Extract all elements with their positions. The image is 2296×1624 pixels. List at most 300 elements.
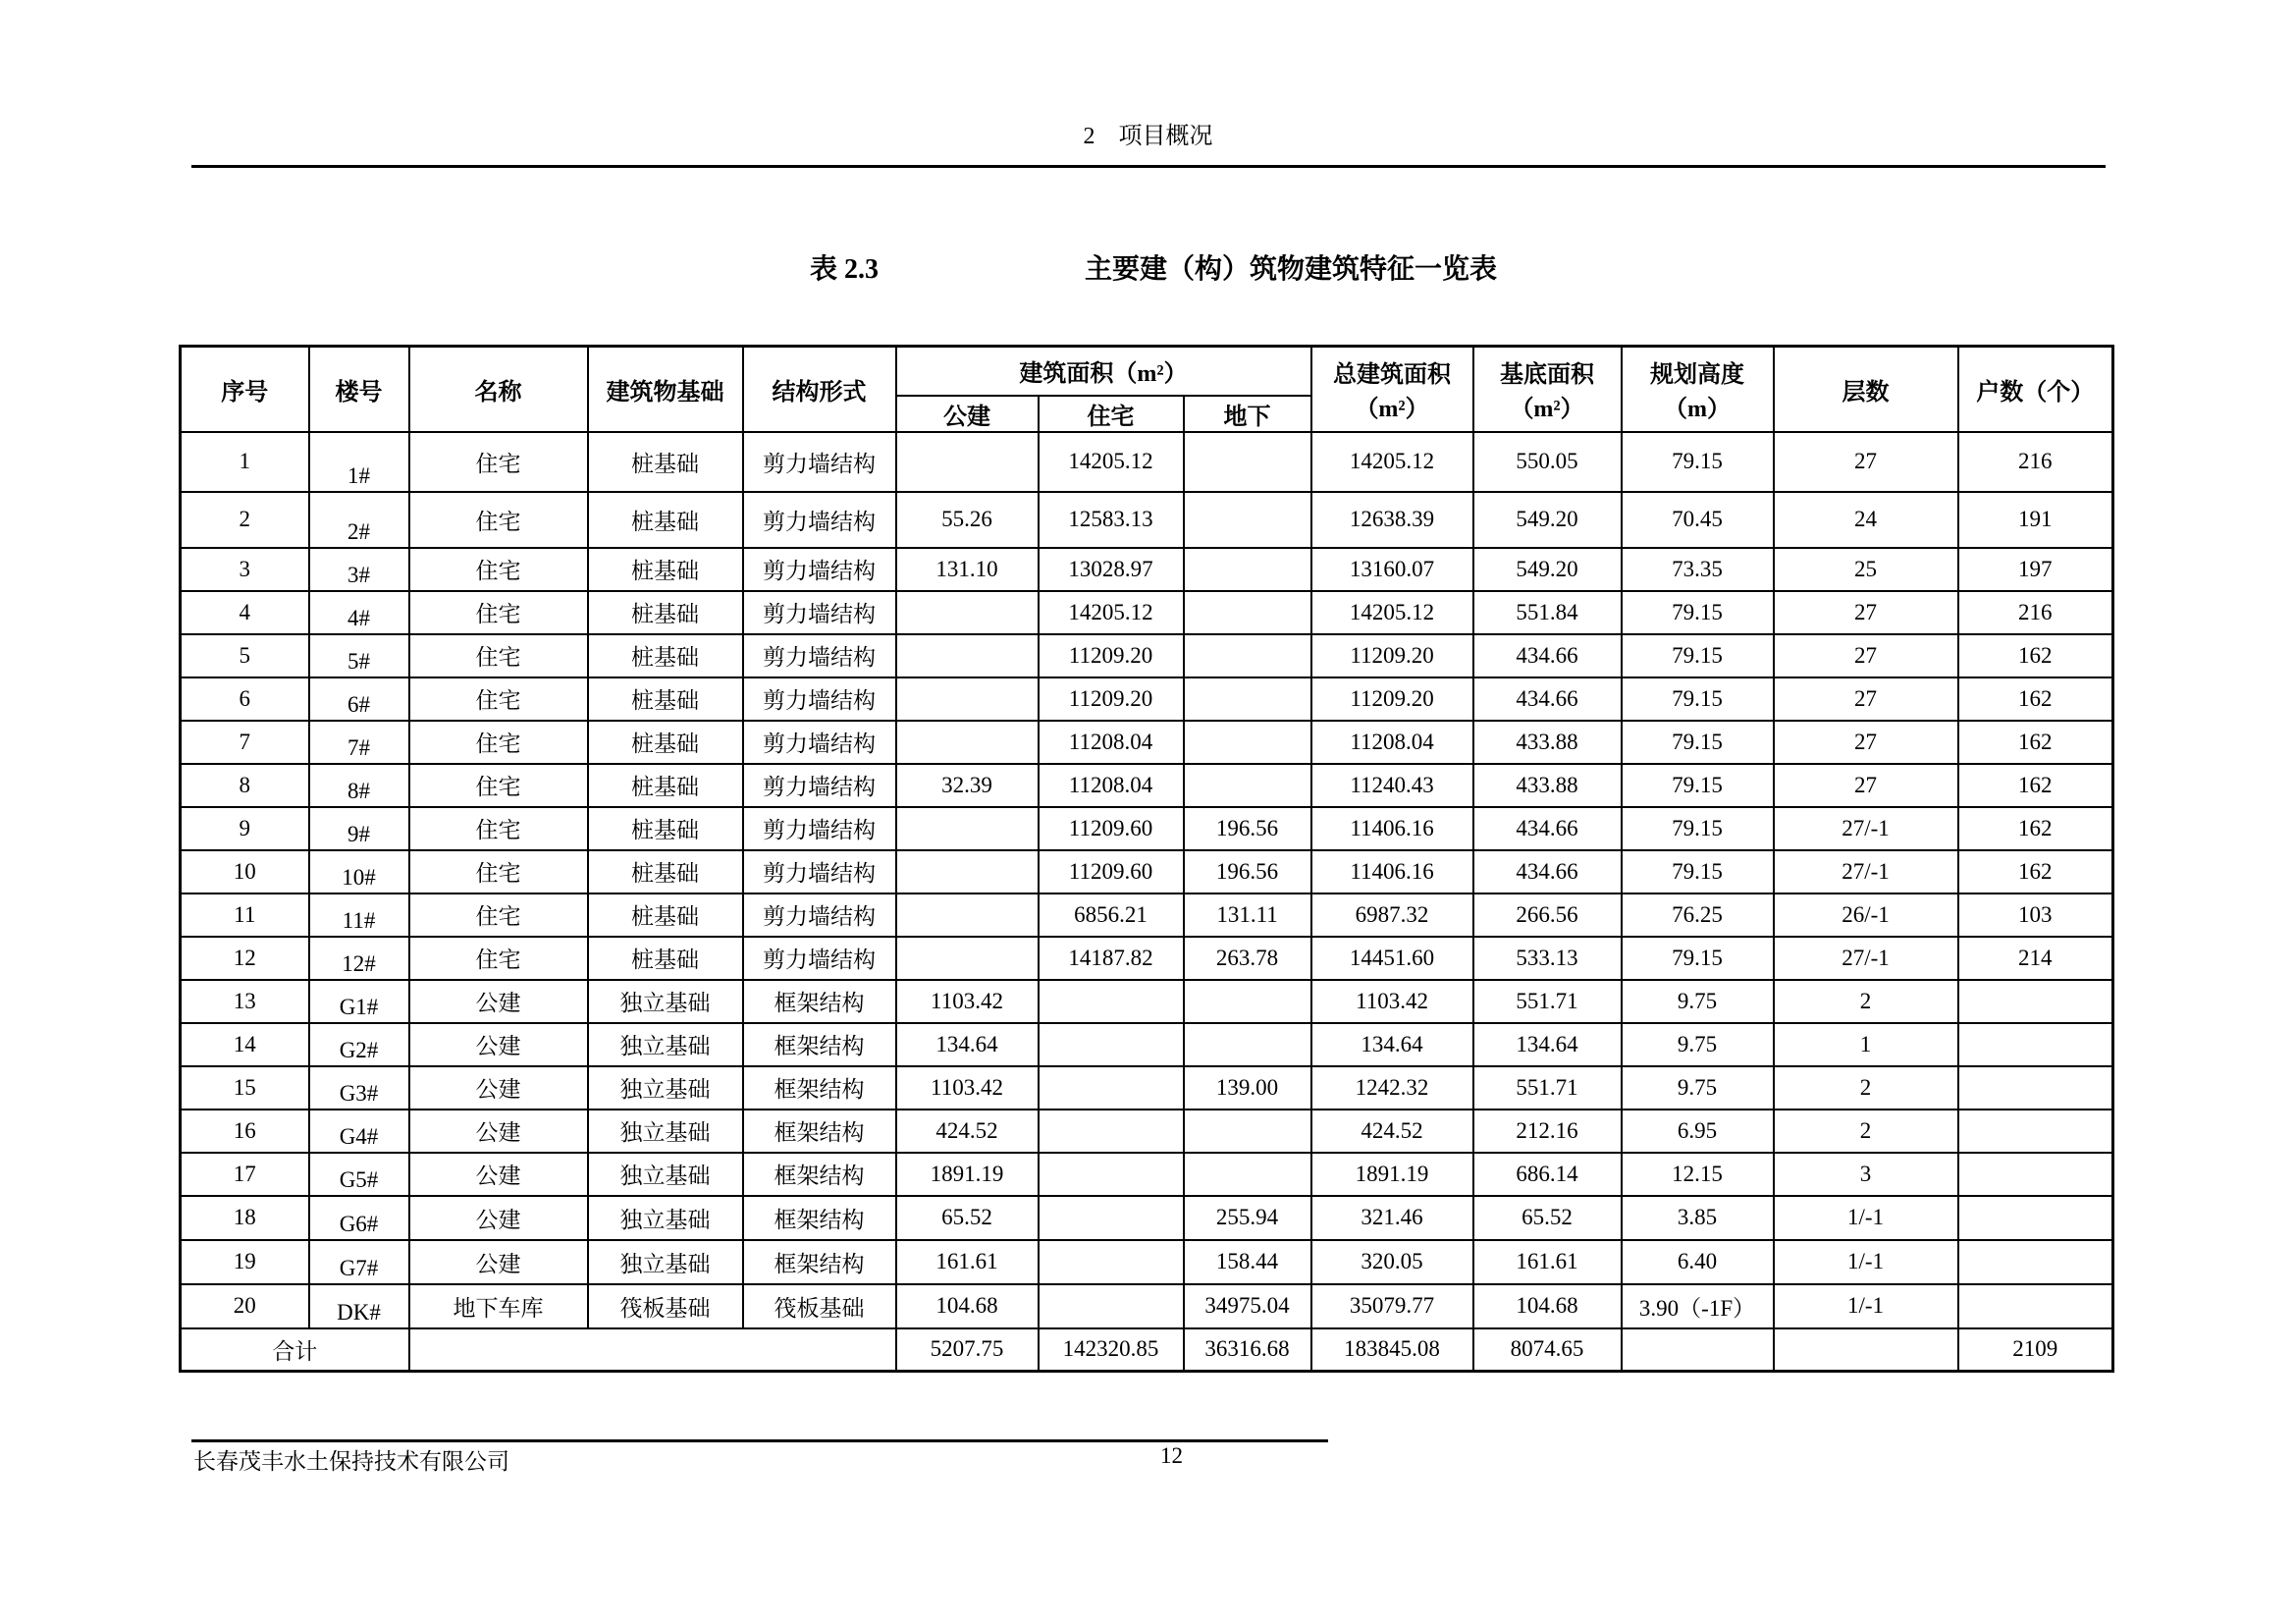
cell-households (1958, 1284, 2113, 1328)
cell-height: 79.15 (1622, 937, 1774, 980)
cell-base: 104.68 (1473, 1284, 1622, 1328)
cell-no: 9# (309, 807, 409, 850)
cell-base: 550.05 (1473, 432, 1622, 492)
cell-no: 4# (309, 591, 409, 634)
cell-foundation: 独立基础 (588, 1240, 743, 1284)
cell-height: 9.75 (1622, 1066, 1774, 1110)
cell-total: 11209.20 (1311, 677, 1473, 721)
col-seq: 序号 (181, 347, 309, 432)
cell-households (1958, 1110, 2113, 1153)
table-row (181, 1110, 2113, 1153)
cell-residential (1039, 1066, 1184, 1110)
cell-base: 434.66 (1473, 807, 1622, 850)
footer-company: 长春茂丰水土保持技术有限公司 (193, 1449, 509, 1474)
cell-structure: 剪力墙结构 (743, 807, 896, 850)
cell-floors: 27/-1 (1774, 807, 1958, 850)
table-row (181, 764, 2113, 807)
cell-residential: 14205.12 (1039, 432, 1184, 492)
table-title: 主要建（构）筑物建筑特征一览表 (1085, 254, 1498, 285)
table-row (181, 492, 2113, 548)
cell-name: 公建 (409, 980, 588, 1023)
cell-floors: 27 (1774, 591, 1958, 634)
cell-height: 3.85 (1622, 1196, 1774, 1240)
cell-foundation: 独立基础 (588, 1196, 743, 1240)
cell-residential: 14187.82 (1039, 937, 1184, 980)
cell-seq: 20 (181, 1284, 309, 1328)
cell-floors: 1/-1 (1774, 1196, 1958, 1240)
cell-public (896, 634, 1039, 677)
cell-foundation: 桩基础 (588, 677, 743, 721)
footer-rule (191, 1439, 1328, 1442)
cell-floors: 27/-1 (1774, 850, 1958, 893)
cell-floors: 1/-1 (1774, 1284, 1958, 1328)
total-label: 合计 (181, 1328, 409, 1372)
table-row (181, 634, 2113, 677)
cell-residential: 11209.60 (1039, 807, 1184, 850)
cell-total: 1103.42 (1311, 980, 1473, 1023)
cell-no: G5# (309, 1153, 409, 1196)
cell-floors: 26/-1 (1774, 893, 1958, 937)
cell-height: 79.15 (1622, 850, 1774, 893)
cell-name: 公建 (409, 1153, 588, 1196)
cell-underground: 255.94 (1184, 1196, 1311, 1240)
cell-public: 424.52 (896, 1110, 1039, 1153)
total-households: 2109 (1958, 1328, 2113, 1372)
cell-residential (1039, 1023, 1184, 1066)
cell-public (896, 850, 1039, 893)
cell-floors: 27/-1 (1774, 937, 1958, 980)
table-row (181, 432, 2113, 492)
cell-structure: 框架结构 (743, 1023, 896, 1066)
col-area-underground: 地下 (1184, 396, 1311, 432)
cell-base: 134.64 (1473, 1023, 1622, 1066)
total-height (1622, 1328, 1774, 1372)
cell-underground: 158.44 (1184, 1240, 1311, 1284)
cell-no: DK# (309, 1284, 409, 1328)
cell-public: 134.64 (896, 1023, 1039, 1066)
cell-households (1958, 1196, 2113, 1240)
cell-no: 11# (309, 893, 409, 937)
cell-floors: 27 (1774, 721, 1958, 764)
cell-households: 216 (1958, 432, 2113, 492)
cell-height: 9.75 (1622, 980, 1774, 1023)
table-row (181, 807, 2113, 850)
height-label: 规划高度 (1650, 362, 1745, 389)
col-floors: 层数 (1774, 347, 1958, 432)
cell-name: 住宅 (409, 432, 588, 492)
cell-structure: 框架结构 (743, 1110, 896, 1153)
cell-foundation: 独立基础 (588, 1110, 743, 1153)
cell-households: 216 (1958, 591, 2113, 634)
cell-name: 住宅 (409, 492, 588, 548)
cell-seq: 7 (181, 721, 309, 764)
cell-underground (1184, 677, 1311, 721)
cell-underground (1184, 1023, 1311, 1066)
cell-structure: 剪力墙结构 (743, 850, 896, 893)
cell-base: 551.71 (1473, 1066, 1622, 1110)
cell-total: 11406.16 (1311, 850, 1473, 893)
cell-underground: 196.56 (1184, 850, 1311, 893)
cell-no: G7# (309, 1240, 409, 1284)
cell-households: 103 (1958, 893, 2113, 937)
cell-name: 住宅 (409, 850, 588, 893)
table-row (181, 677, 2113, 721)
cell-total: 321.46 (1311, 1196, 1473, 1240)
table-body (181, 432, 2113, 1372)
cell-height: 70.45 (1622, 492, 1774, 548)
cell-total: 14451.60 (1311, 937, 1473, 980)
cell-residential (1039, 980, 1184, 1023)
cell-seq: 16 (181, 1110, 309, 1153)
cell-households (1958, 1240, 2113, 1284)
cell-name: 住宅 (409, 764, 588, 807)
building-features-table (179, 345, 2114, 1373)
cell-underground (1184, 721, 1311, 764)
cell-structure: 框架结构 (743, 980, 896, 1023)
cell-underground (1184, 1110, 1311, 1153)
cell-no: 7# (309, 721, 409, 764)
cell-no: G1# (309, 980, 409, 1023)
col-base-area (1473, 347, 1622, 432)
cell-total: 12638.39 (1311, 492, 1473, 548)
table-row (181, 850, 2113, 893)
table-row (181, 591, 2113, 634)
cell-foundation: 桩基础 (588, 721, 743, 764)
cell-base: 434.66 (1473, 850, 1622, 893)
cell-public: 1103.42 (896, 980, 1039, 1023)
cell-structure: 框架结构 (743, 1240, 896, 1284)
cell-seq: 12 (181, 937, 309, 980)
cell-foundation: 桩基础 (588, 432, 743, 492)
table-row (181, 980, 2113, 1023)
cell-public (896, 807, 1039, 850)
cell-total: 320.05 (1311, 1240, 1473, 1284)
cell-base: 434.66 (1473, 677, 1622, 721)
cell-seq: 17 (181, 1153, 309, 1196)
col-height (1622, 347, 1774, 432)
cell-structure: 框架结构 (743, 1066, 896, 1110)
cell-structure: 剪力墙结构 (743, 677, 896, 721)
cell-no: 10# (309, 850, 409, 893)
cell-floors: 2 (1774, 980, 1958, 1023)
cell-public (896, 432, 1039, 492)
cell-total: 14205.12 (1311, 591, 1473, 634)
cell-height: 12.15 (1622, 1153, 1774, 1196)
cell-seq: 6 (181, 677, 309, 721)
cell-no: 5# (309, 634, 409, 677)
cell-foundation: 桩基础 (588, 893, 743, 937)
cell-structure: 剪力墙结构 (743, 432, 896, 492)
cell-no: G3# (309, 1066, 409, 1110)
cell-height: 79.15 (1622, 591, 1774, 634)
cell-underground (1184, 980, 1311, 1023)
cell-height: 79.15 (1622, 764, 1774, 807)
cell-households: 162 (1958, 807, 2113, 850)
table-row (181, 721, 2113, 764)
cell-seq: 15 (181, 1066, 309, 1110)
cell-height: 79.15 (1622, 634, 1774, 677)
cell-floors: 27 (1774, 432, 1958, 492)
cell-no: G4# (309, 1110, 409, 1153)
cell-underground (1184, 548, 1311, 591)
cell-underground (1184, 634, 1311, 677)
cell-no: G6# (309, 1196, 409, 1240)
col-structure: 结构形式 (743, 347, 896, 432)
total-area-unit: （m²） (1355, 397, 1429, 423)
cell-underground: 263.78 (1184, 937, 1311, 980)
cell-structure: 筏板基础 (743, 1284, 896, 1328)
base-area-label: 基底面积 (1500, 362, 1595, 389)
cell-residential (1039, 1240, 1184, 1284)
cell-name: 公建 (409, 1066, 588, 1110)
cell-foundation: 桩基础 (588, 591, 743, 634)
cell-total: 134.64 (1311, 1023, 1473, 1066)
col-area-residential: 住宅 (1039, 396, 1184, 432)
cell-height: 73.35 (1622, 548, 1774, 591)
cell-foundation: 桩基础 (588, 850, 743, 893)
table-row (181, 1153, 2113, 1196)
base-area-unit: （m²） (1510, 397, 1584, 423)
cell-public (896, 591, 1039, 634)
cell-floors: 1 (1774, 1023, 1958, 1066)
table-number: 表 2.3 (810, 254, 880, 285)
cell-name: 公建 (409, 1196, 588, 1240)
cell-underground: 34975.04 (1184, 1284, 1311, 1328)
cell-name: 公建 (409, 1110, 588, 1153)
cell-households: 197 (1958, 548, 2113, 591)
header-row-1 (181, 347, 2113, 396)
cell-structure: 框架结构 (743, 1196, 896, 1240)
cell-no: 3# (309, 548, 409, 591)
cell-residential: 11209.20 (1039, 677, 1184, 721)
cell-total: 14205.12 (1311, 432, 1473, 492)
cell-foundation: 筏板基础 (588, 1284, 743, 1328)
cell-name: 公建 (409, 1240, 588, 1284)
cell-public: 32.39 (896, 764, 1039, 807)
cell-base: 533.13 (1473, 937, 1622, 980)
cell-total: 35079.77 (1311, 1284, 1473, 1328)
cell-households (1958, 1023, 2113, 1066)
running-header: 2 项目概况 (1083, 124, 1213, 149)
cell-base: 434.66 (1473, 634, 1622, 677)
cell-public (896, 677, 1039, 721)
cell-seq: 9 (181, 807, 309, 850)
cell-public (896, 721, 1039, 764)
total-total: 183845.08 (1311, 1328, 1473, 1372)
cell-name: 住宅 (409, 591, 588, 634)
cell-name: 住宅 (409, 634, 588, 677)
cell-public: 1103.42 (896, 1066, 1039, 1110)
cell-height: 79.15 (1622, 721, 1774, 764)
cell-total: 13160.07 (1311, 548, 1473, 591)
table-caption (0, 247, 2296, 287)
cell-households: 162 (1958, 764, 2113, 807)
table-row (181, 548, 2113, 591)
cell-base: 65.52 (1473, 1196, 1622, 1240)
cell-foundation: 桩基础 (588, 807, 743, 850)
cell-households: 162 (1958, 850, 2113, 893)
cell-name: 住宅 (409, 721, 588, 764)
cell-total: 1242.32 (1311, 1066, 1473, 1110)
cell-residential: 11208.04 (1039, 721, 1184, 764)
cell-households: 162 (1958, 721, 2113, 764)
cell-seq: 4 (181, 591, 309, 634)
total-base: 8074.65 (1473, 1328, 1622, 1372)
cell-residential (1039, 1284, 1184, 1328)
cell-name: 住宅 (409, 548, 588, 591)
cell-seq: 10 (181, 850, 309, 893)
page-number: 12 (1160, 1443, 1183, 1468)
cell-name: 住宅 (409, 677, 588, 721)
col-building-no: 楼号 (309, 347, 409, 432)
cell-structure: 剪力墙结构 (743, 893, 896, 937)
cell-floors: 27 (1774, 764, 1958, 807)
cell-foundation: 独立基础 (588, 1023, 743, 1066)
cell-base: 551.71 (1473, 980, 1622, 1023)
cell-no: 8# (309, 764, 409, 807)
cell-no: 1# (309, 432, 409, 492)
cell-residential: 11209.60 (1039, 850, 1184, 893)
cell-public (896, 893, 1039, 937)
cell-seq: 3 (181, 548, 309, 591)
cell-residential (1039, 1196, 1184, 1240)
cell-underground: 131.11 (1184, 893, 1311, 937)
cell-underground (1184, 492, 1311, 548)
cell-foundation: 桩基础 (588, 937, 743, 980)
cell-seq: 18 (181, 1196, 309, 1240)
cell-residential: 14205.12 (1039, 591, 1184, 634)
cell-height: 76.25 (1622, 893, 1774, 937)
cell-seq: 2 (181, 492, 309, 548)
cell-floors: 2 (1774, 1066, 1958, 1110)
cell-structure: 剪力墙结构 (743, 764, 896, 807)
cell-residential: 6856.21 (1039, 893, 1184, 937)
cell-name: 住宅 (409, 937, 588, 980)
cell-foundation: 桩基础 (588, 764, 743, 807)
total-public: 5207.75 (896, 1328, 1039, 1372)
cell-structure: 剪力墙结构 (743, 634, 896, 677)
cell-households: 191 (1958, 492, 2113, 548)
cell-underground: 139.00 (1184, 1066, 1311, 1110)
total-residential: 142320.85 (1039, 1328, 1184, 1372)
cell-public: 131.10 (896, 548, 1039, 591)
cell-floors: 24 (1774, 492, 1958, 548)
cell-total: 6987.32 (1311, 893, 1473, 937)
cell-no: 6# (309, 677, 409, 721)
col-total-area (1311, 347, 1473, 432)
cell-base: 161.61 (1473, 1240, 1622, 1284)
cell-base: 551.84 (1473, 591, 1622, 634)
cell-foundation: 独立基础 (588, 980, 743, 1023)
cell-seq: 8 (181, 764, 309, 807)
cell-public: 1891.19 (896, 1153, 1039, 1196)
total-floors (1774, 1328, 1958, 1372)
cell-underground (1184, 764, 1311, 807)
cell-height: 6.95 (1622, 1110, 1774, 1153)
cell-name: 住宅 (409, 807, 588, 850)
cell-structure: 剪力墙结构 (743, 492, 896, 548)
cell-height: 9.75 (1622, 1023, 1774, 1066)
cell-base: 686.14 (1473, 1153, 1622, 1196)
cell-public: 104.68 (896, 1284, 1039, 1328)
cell-floors: 27 (1774, 634, 1958, 677)
cell-name: 地下车库 (409, 1284, 588, 1328)
cell-base: 549.20 (1473, 548, 1622, 591)
cell-households (1958, 1066, 2113, 1110)
cell-public: 65.52 (896, 1196, 1039, 1240)
cell-total: 424.52 (1311, 1110, 1473, 1153)
col-households: 户数（个） (1958, 347, 2113, 432)
cell-floors: 3 (1774, 1153, 1958, 1196)
cell-seq: 14 (181, 1023, 309, 1066)
total-row (181, 1328, 2113, 1372)
cell-structure: 剪力墙结构 (743, 937, 896, 980)
cell-residential: 11208.04 (1039, 764, 1184, 807)
cell-base: 433.88 (1473, 764, 1622, 807)
cell-public (896, 937, 1039, 980)
cell-name: 公建 (409, 1023, 588, 1066)
cell-floors: 27 (1774, 677, 1958, 721)
cell-underground (1184, 432, 1311, 492)
height-unit: （m） (1664, 397, 1732, 423)
cell-floors: 1/-1 (1774, 1240, 1958, 1284)
table-row (181, 1023, 2113, 1066)
table-row (181, 937, 2113, 980)
cell-total: 11208.04 (1311, 721, 1473, 764)
cell-floors: 2 (1774, 1110, 1958, 1153)
cell-residential: 12583.13 (1039, 492, 1184, 548)
cell-foundation: 桩基础 (588, 634, 743, 677)
header-rule (191, 165, 2106, 168)
cell-public: 55.26 (896, 492, 1039, 548)
col-area-public: 公建 (896, 396, 1039, 432)
cell-seq: 1 (181, 432, 309, 492)
cell-residential (1039, 1153, 1184, 1196)
cell-foundation: 桩基础 (588, 548, 743, 591)
cell-seq: 13 (181, 980, 309, 1023)
cell-structure: 剪力墙结构 (743, 591, 896, 634)
cell-public: 161.61 (896, 1240, 1039, 1284)
cell-base: 549.20 (1473, 492, 1622, 548)
cell-base: 433.88 (1473, 721, 1622, 764)
cell-structure: 剪力墙结构 (743, 548, 896, 591)
total-empty (409, 1328, 896, 1372)
cell-floors: 25 (1774, 548, 1958, 591)
total-area-label: 总建筑面积 (1333, 362, 1452, 389)
cell-base: 266.56 (1473, 893, 1622, 937)
cell-height: 79.15 (1622, 807, 1774, 850)
cell-foundation: 独立基础 (588, 1153, 743, 1196)
table-row (181, 1240, 2113, 1284)
cell-residential: 13028.97 (1039, 548, 1184, 591)
cell-height: 6.40 (1622, 1240, 1774, 1284)
table-row (181, 1284, 2113, 1328)
cell-households (1958, 980, 2113, 1023)
cell-no: G2# (309, 1023, 409, 1066)
cell-households: 162 (1958, 677, 2113, 721)
cell-height: 79.15 (1622, 432, 1774, 492)
cell-height: 79.15 (1622, 677, 1774, 721)
col-foundation: 建筑物基础 (588, 347, 743, 432)
table-row (181, 893, 2113, 937)
cell-total: 11209.20 (1311, 634, 1473, 677)
cell-total: 11406.16 (1311, 807, 1473, 850)
cell-no: 2# (309, 492, 409, 548)
cell-foundation: 独立基础 (588, 1066, 743, 1110)
cell-structure: 剪力墙结构 (743, 721, 896, 764)
cell-residential: 11209.20 (1039, 634, 1184, 677)
col-name: 名称 (409, 347, 588, 432)
